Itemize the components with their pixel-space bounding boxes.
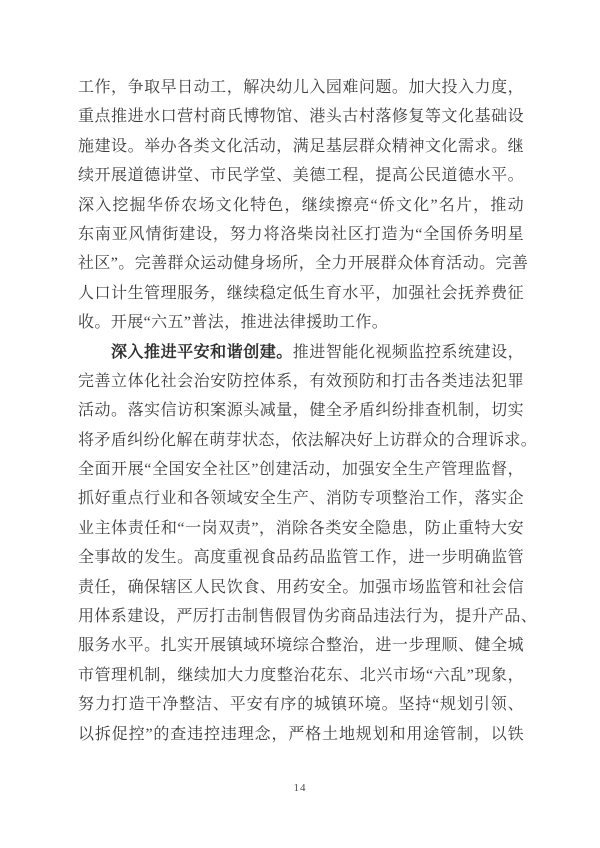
paragraph1-line: 重点推进水口营村商氏博物馆、港头古村落修复等文化基础设 [78,108,524,126]
paragraph2-line: 抓好重点行业和各领域安全生产、消防专项整治工作，落实企 [78,490,524,508]
paragraph2-line: 活动。落实信访积案源头减量，健全矛盾纠纷排查机制，切实 [78,402,524,420]
paragraph2-line: 努力打造干净整洁、平安有序的城镇环境。坚持“规划引领、 [78,696,524,714]
paragraph1-line: 施建设。举办各类文化活动，满足基层群众精神文化需求。继 [78,137,524,155]
paragraph2-line: 用体系建设，严厉打击制售假冒伪劣商品违法行为，提升产品、 [78,608,538,626]
paragraph2-line: 将矛盾纠纷化解在萌芽状态，依法解决好上访群众的合理诉求。 [78,431,538,449]
paragraph1-line: 深入挖掘华侨农场文化特色，继续擦亮“侨文化”名片，推动 [78,196,524,214]
paragraph2-lead-rest: 推进智能化视频监控系统建设， [292,343,524,361]
text-block [78,73,538,749]
paragraph1-line: 工作，争取早日动工，解决幼儿入园难问题。加大投入力度， [78,79,524,96]
paragraph2-line: 全事故的发生。高度重视食品药品监管工作，进一步明确监管 [78,549,524,567]
paragraph2-heading: 深入推进平安和谐创建。 [111,343,293,361]
paragraph2-line: 市管理机制，继续加大力度整治花东、北兴市场“六乱”现象， [78,666,524,684]
paragraph2-line: 完善立体化社会治安防控体系，有效预防和打击各类违法犯罪 [78,372,524,390]
paragraph1-line: 社区”。完善群众运动健身场所，全力开展群众体育活动。完善 [78,255,529,273]
paragraph1-line: 东南亚风情街建设，努力将洛柴岗社区打造为“全国侨务明星 [78,225,524,243]
paragraph1-line: 人口计生管理服务，继续稳定低生育水平，加强社会抚养费征 [78,284,524,302]
page-number: 14 [293,782,307,794]
paragraph2-lead-line [78,338,524,367]
paragraph2-line: 服务水平。扎实开展镇域环境综合整治，进一步理顺、健全城 [78,637,524,655]
paragraph1-line: 续开展道德讲堂、市民学堂、美德工程，提高公民道德水平。 [78,167,524,185]
paragraph2-line: 以拆促控”的查违控违理念，严格土地规划和用途管制，以铁 [78,725,524,743]
paragraph1-last-line: 收。开展“六五”普法，推进法律援助工作。 [78,314,389,332]
paragraph2-line: 业主体责任和“一岗双责”，消除各类安全隐患，防止重特大安 [78,519,524,537]
paragraph2-line: 责任，确保辖区人民饮食、用药安全。加强市场监管和社会信 [78,578,524,596]
paragraph2-line: 全面开展“全国安全社区”创建活动，加强安全生产管理监督， [78,461,524,479]
